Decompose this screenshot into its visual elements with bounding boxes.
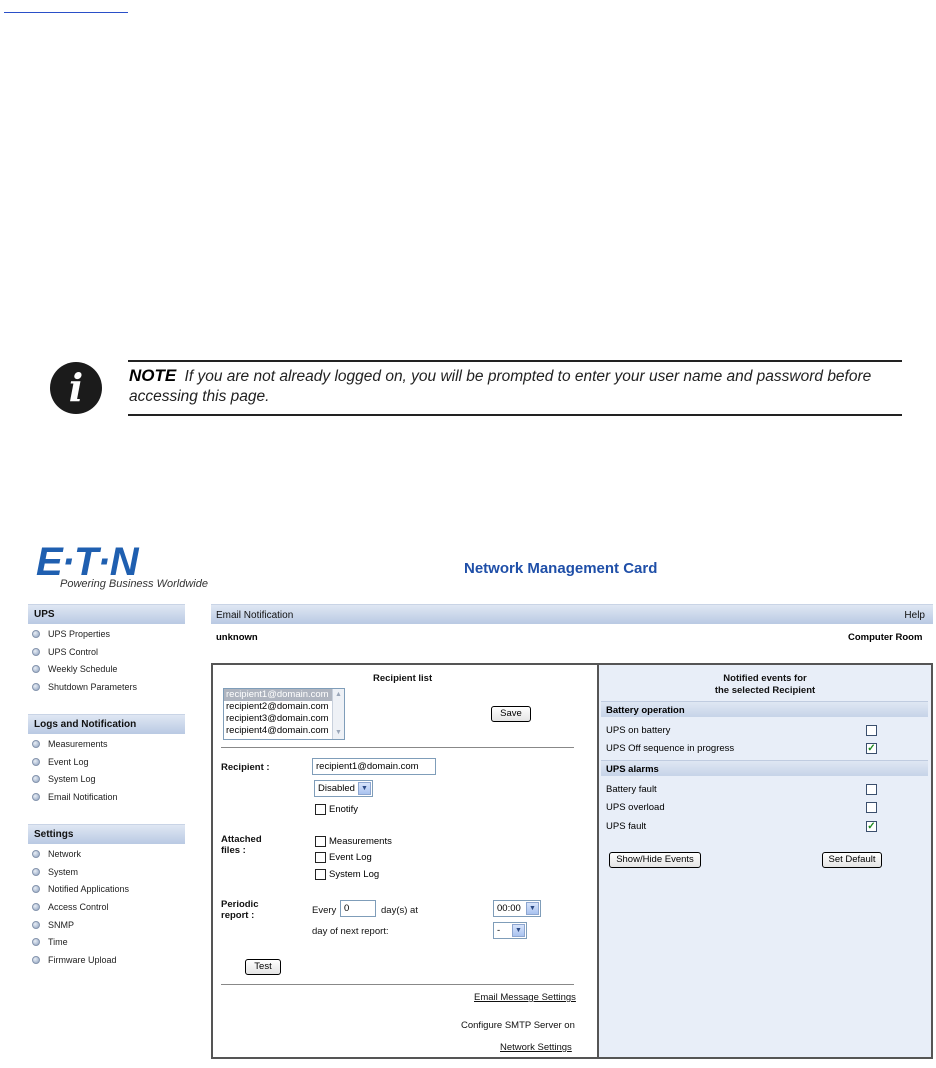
bullet-icon	[32, 885, 40, 893]
event-ups-fault-checkbox[interactable]	[866, 821, 877, 832]
next-report-label: day of next report:	[312, 926, 389, 937]
attach-measurements-row[interactable]: Measurements	[315, 836, 392, 847]
sidebar-item-notified-applications[interactable]: Notified Applications	[32, 882, 129, 896]
sidebar-item-ups-properties[interactable]: UPS Properties	[32, 627, 110, 641]
events-title: Notified events for the selected Recipient	[714, 673, 816, 696]
page-header-bar	[211, 604, 933, 624]
list-item[interactable]: recipient2@domain.com	[226, 701, 329, 712]
listbox-scrollbar[interactable]	[332, 689, 344, 739]
list-item[interactable]: recipient1@domain.com	[224, 689, 332, 701]
attach-system-log-row[interactable]: System Log	[315, 869, 379, 880]
sidebar-section-settings: Settings	[28, 824, 185, 844]
note-text	[129, 366, 901, 407]
event-ups-overload-checkbox[interactable]	[866, 802, 877, 813]
sidebar-item-ups-control[interactable]: UPS Control	[32, 645, 98, 659]
attach-event-log-checkbox[interactable]	[315, 852, 326, 863]
bullet-icon	[32, 956, 40, 964]
bullet-icon	[32, 630, 40, 638]
attached-files-label: Attached files :	[221, 834, 262, 856]
report-time-select[interactable]: 00:00 ▼	[493, 900, 541, 917]
every-days-input[interactable]: 0	[340, 900, 376, 917]
list-item[interactable]: recipient3@domain.com	[226, 713, 329, 724]
page-title: Email Notification	[216, 610, 294, 621]
event-label: UPS Off sequence in progress	[606, 743, 735, 754]
sidebar-item-email-notification[interactable]: Email Notification	[32, 790, 118, 804]
bullet-icon	[32, 938, 40, 946]
eaton-logo: E·T·N	[36, 540, 138, 584]
sidebar-item-firmware-upload[interactable]: Firmware Upload	[32, 953, 117, 967]
next-report-select[interactable]: - ▼	[493, 922, 527, 939]
email-message-settings-link[interactable]: Email Message Settings	[474, 992, 576, 1003]
show-hide-events-button[interactable]: Show/Hide Events	[609, 852, 701, 868]
enotify-checkbox-row[interactable]: Enotify	[315, 804, 358, 815]
sidebar-item-time[interactable]: Time	[32, 935, 68, 949]
attach-measurements-checkbox[interactable]	[315, 836, 326, 847]
recipient-list-title: Recipient list	[373, 673, 433, 684]
event-group-alarms: UPS alarms	[601, 760, 928, 776]
attach-event-log-row[interactable]: Event Log	[315, 852, 372, 863]
recipient-label: Recipient :	[221, 762, 270, 773]
bullet-icon	[32, 921, 40, 929]
sidebar-item-system-log[interactable]: System Log	[32, 772, 96, 786]
set-default-button[interactable]: Set Default	[822, 852, 882, 868]
bullet-icon	[32, 850, 40, 858]
note-label: NOTE	[129, 366, 177, 385]
sidebar-item-system[interactable]: System	[32, 865, 78, 879]
ups-location: Computer Room	[848, 632, 923, 643]
ups-name: unknown	[216, 632, 258, 643]
sidebar-section-ups: UPS	[28, 604, 185, 624]
help-link[interactable]: Help	[904, 610, 925, 621]
event-battery-fault-checkbox[interactable]	[866, 784, 877, 795]
sidebar-item-snmp[interactable]: SNMP	[32, 918, 74, 932]
note-divider-top	[128, 360, 902, 362]
app-title: Network Management Card	[464, 560, 658, 577]
sidebar-item-network[interactable]: Network	[32, 847, 81, 861]
scroll-arrow-icon[interactable]: ▼	[335, 729, 342, 736]
bullet-icon	[32, 648, 40, 656]
bullet-icon	[32, 683, 40, 691]
scroll-arrow-icon[interactable]: ▲	[335, 691, 342, 698]
event-group-battery: Battery operation	[601, 701, 928, 717]
sidebar-item-weekly-schedule[interactable]: Weekly Schedule	[32, 662, 117, 676]
logo-tagline: Powering Business Worldwide	[60, 578, 208, 590]
bullet-icon	[32, 903, 40, 911]
bullet-icon	[32, 868, 40, 876]
event-label: UPS fault	[606, 821, 647, 832]
chevron-down-icon[interactable]: ▼	[358, 782, 371, 795]
top-link-underline	[4, 12, 128, 13]
bullet-icon	[32, 775, 40, 783]
days-at-label: day(s) at	[381, 905, 418, 916]
event-label: UPS on battery	[606, 725, 671, 736]
event-label: Battery fault	[606, 784, 657, 795]
event-label: UPS overload	[606, 802, 665, 813]
test-button[interactable]: Test	[245, 959, 281, 975]
sidebar-item-shutdown-parameters[interactable]: Shutdown Parameters	[32, 680, 137, 694]
recipient-listbox[interactable]	[223, 688, 345, 740]
note-divider-bottom	[128, 414, 902, 416]
network-settings-link[interactable]: Network Settings	[500, 1042, 572, 1053]
bullet-icon	[32, 793, 40, 801]
divider	[221, 747, 574, 748]
sidebar-item-measurements[interactable]: Measurements	[32, 737, 108, 751]
periodic-report-label: Periodic report :	[221, 899, 259, 921]
chevron-down-icon[interactable]: ▼	[526, 902, 539, 915]
recipient-status-select[interactable]: Disabled ▼	[314, 780, 373, 797]
event-ups-off-sequence-checkbox[interactable]	[866, 743, 877, 754]
sidebar-section-logs: Logs and Notification	[28, 714, 185, 734]
smtp-text: Configure SMTP Server on	[461, 1020, 575, 1031]
list-item[interactable]: recipient4@domain.com	[226, 725, 329, 736]
bullet-icon	[32, 758, 40, 766]
event-ups-on-battery-checkbox[interactable]	[866, 725, 877, 736]
sidebar-item-access-control[interactable]: Access Control	[32, 900, 109, 914]
bullet-icon	[32, 665, 40, 673]
attach-system-log-checkbox[interactable]	[315, 869, 326, 880]
divider	[221, 984, 574, 985]
enotify-checkbox[interactable]	[315, 804, 326, 815]
save-button[interactable]: Save	[491, 706, 531, 722]
sidebar-item-event-log[interactable]: Event Log	[32, 755, 89, 769]
info-icon: i	[50, 362, 102, 414]
chevron-down-icon[interactable]: ▼	[512, 924, 525, 937]
bullet-icon	[32, 740, 40, 748]
every-label: Every	[312, 905, 337, 916]
note-body: If you are not already logged on, you will be prompted to enter your user name and password before accessing this page.	[129, 368, 872, 405]
recipient-email-input[interactable]: recipient1@domain.com	[312, 758, 436, 775]
